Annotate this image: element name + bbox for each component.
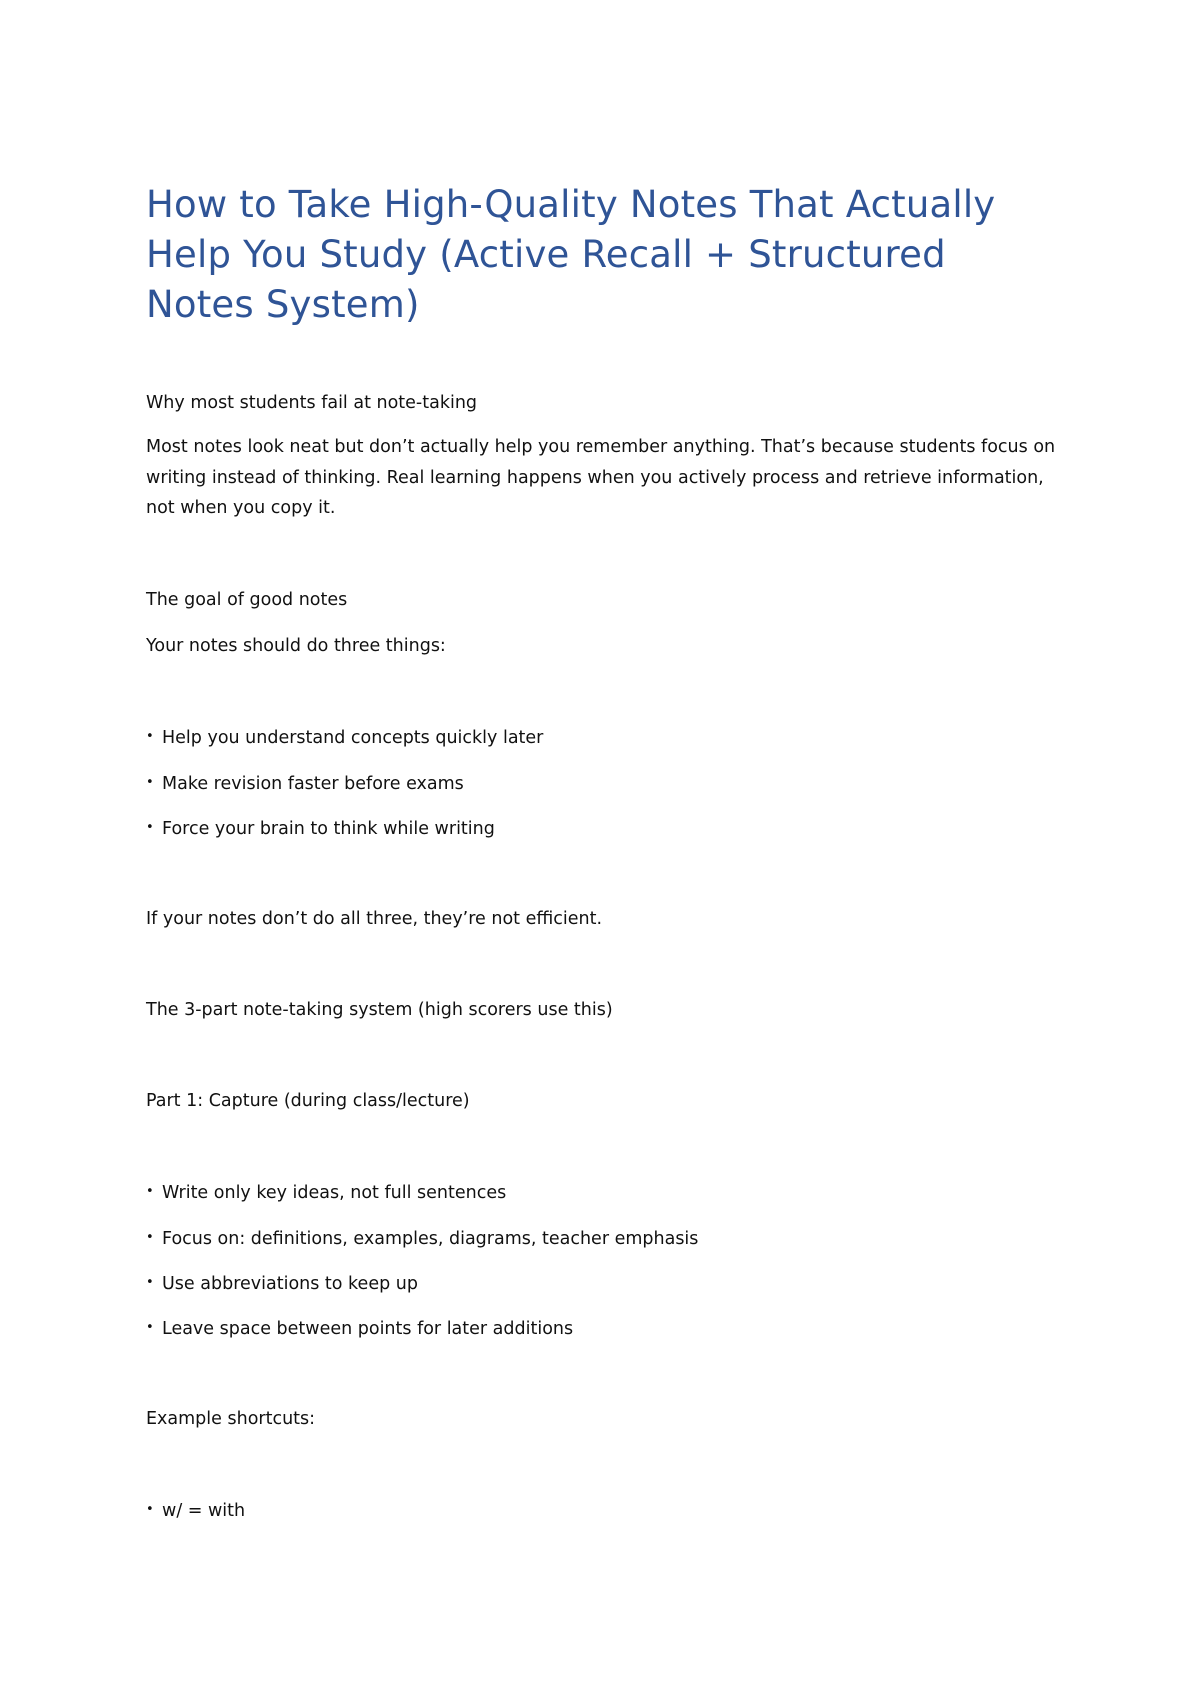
- section-paragraph-why-fail: Most notes look neat but don’t actually help you remember anything. That’s because students focus on writing instead of thinking. Real learning happens when you actively process and retrieve information, not when you copy it.: [146, 437, 1056, 518]
- shortcut-text: w/ = with: [162, 1501, 246, 1521]
- bullet-icon: •: [146, 1230, 154, 1245]
- section-heading-goal: The goal of good notes: [146, 590, 348, 610]
- document-title: How to Take High-Quality Notes That Actually Help You Study (Active Recall + Structured Notes System): [146, 183, 996, 326]
- bullet-icon: •: [146, 775, 154, 790]
- goal-bullet-text: Force your brain to think while writing: [162, 819, 495, 839]
- bullet-icon: •: [146, 1502, 154, 1517]
- goal-bullet-item: [146, 722, 1066, 753]
- part1-bullet-item: [146, 1177, 1066, 1208]
- part1-bullet-item: [146, 1313, 1066, 1344]
- part1-bullet-item: [146, 1223, 1066, 1254]
- part1-bullet-text: Leave space between points for later additions: [162, 1319, 574, 1339]
- part1-bullet-item: [146, 1268, 1066, 1299]
- goal-bullet-item: [146, 813, 1066, 844]
- section-heading-system: The 3-part note-taking system (high scorers use this): [146, 1000, 613, 1020]
- goal-bullet-item: [146, 768, 1066, 799]
- goal-intro: Your notes should do three things:: [146, 636, 446, 656]
- shortcuts-heading: Example shortcuts:: [146, 1409, 316, 1429]
- section-heading-why-fail: Why most students fail at note-taking: [146, 393, 478, 413]
- goal-conclusion: If your notes don’t do all three, they’re not efficient.: [146, 909, 603, 929]
- bullet-icon: •: [146, 820, 154, 835]
- part1-bullet-text: Use abbreviations to keep up: [162, 1274, 418, 1294]
- part1-bullet-text: Write only key ideas, not full sentences: [162, 1183, 507, 1203]
- goal-bullet-text: Help you understand concepts quickly later: [162, 728, 544, 748]
- bullet-icon: •: [146, 1275, 154, 1290]
- bullet-icon: •: [146, 1184, 154, 1199]
- bullet-icon: •: [146, 1320, 154, 1335]
- part1-heading: Part 1: Capture (during class/lecture): [146, 1091, 470, 1111]
- shortcut-item: [146, 1495, 1066, 1526]
- goal-bullet-text: Make revision faster before exams: [162, 774, 464, 794]
- part1-bullet-text: Focus on: definitions, examples, diagrams, teacher emphasis: [162, 1229, 699, 1249]
- bullet-icon: •: [146, 729, 154, 744]
